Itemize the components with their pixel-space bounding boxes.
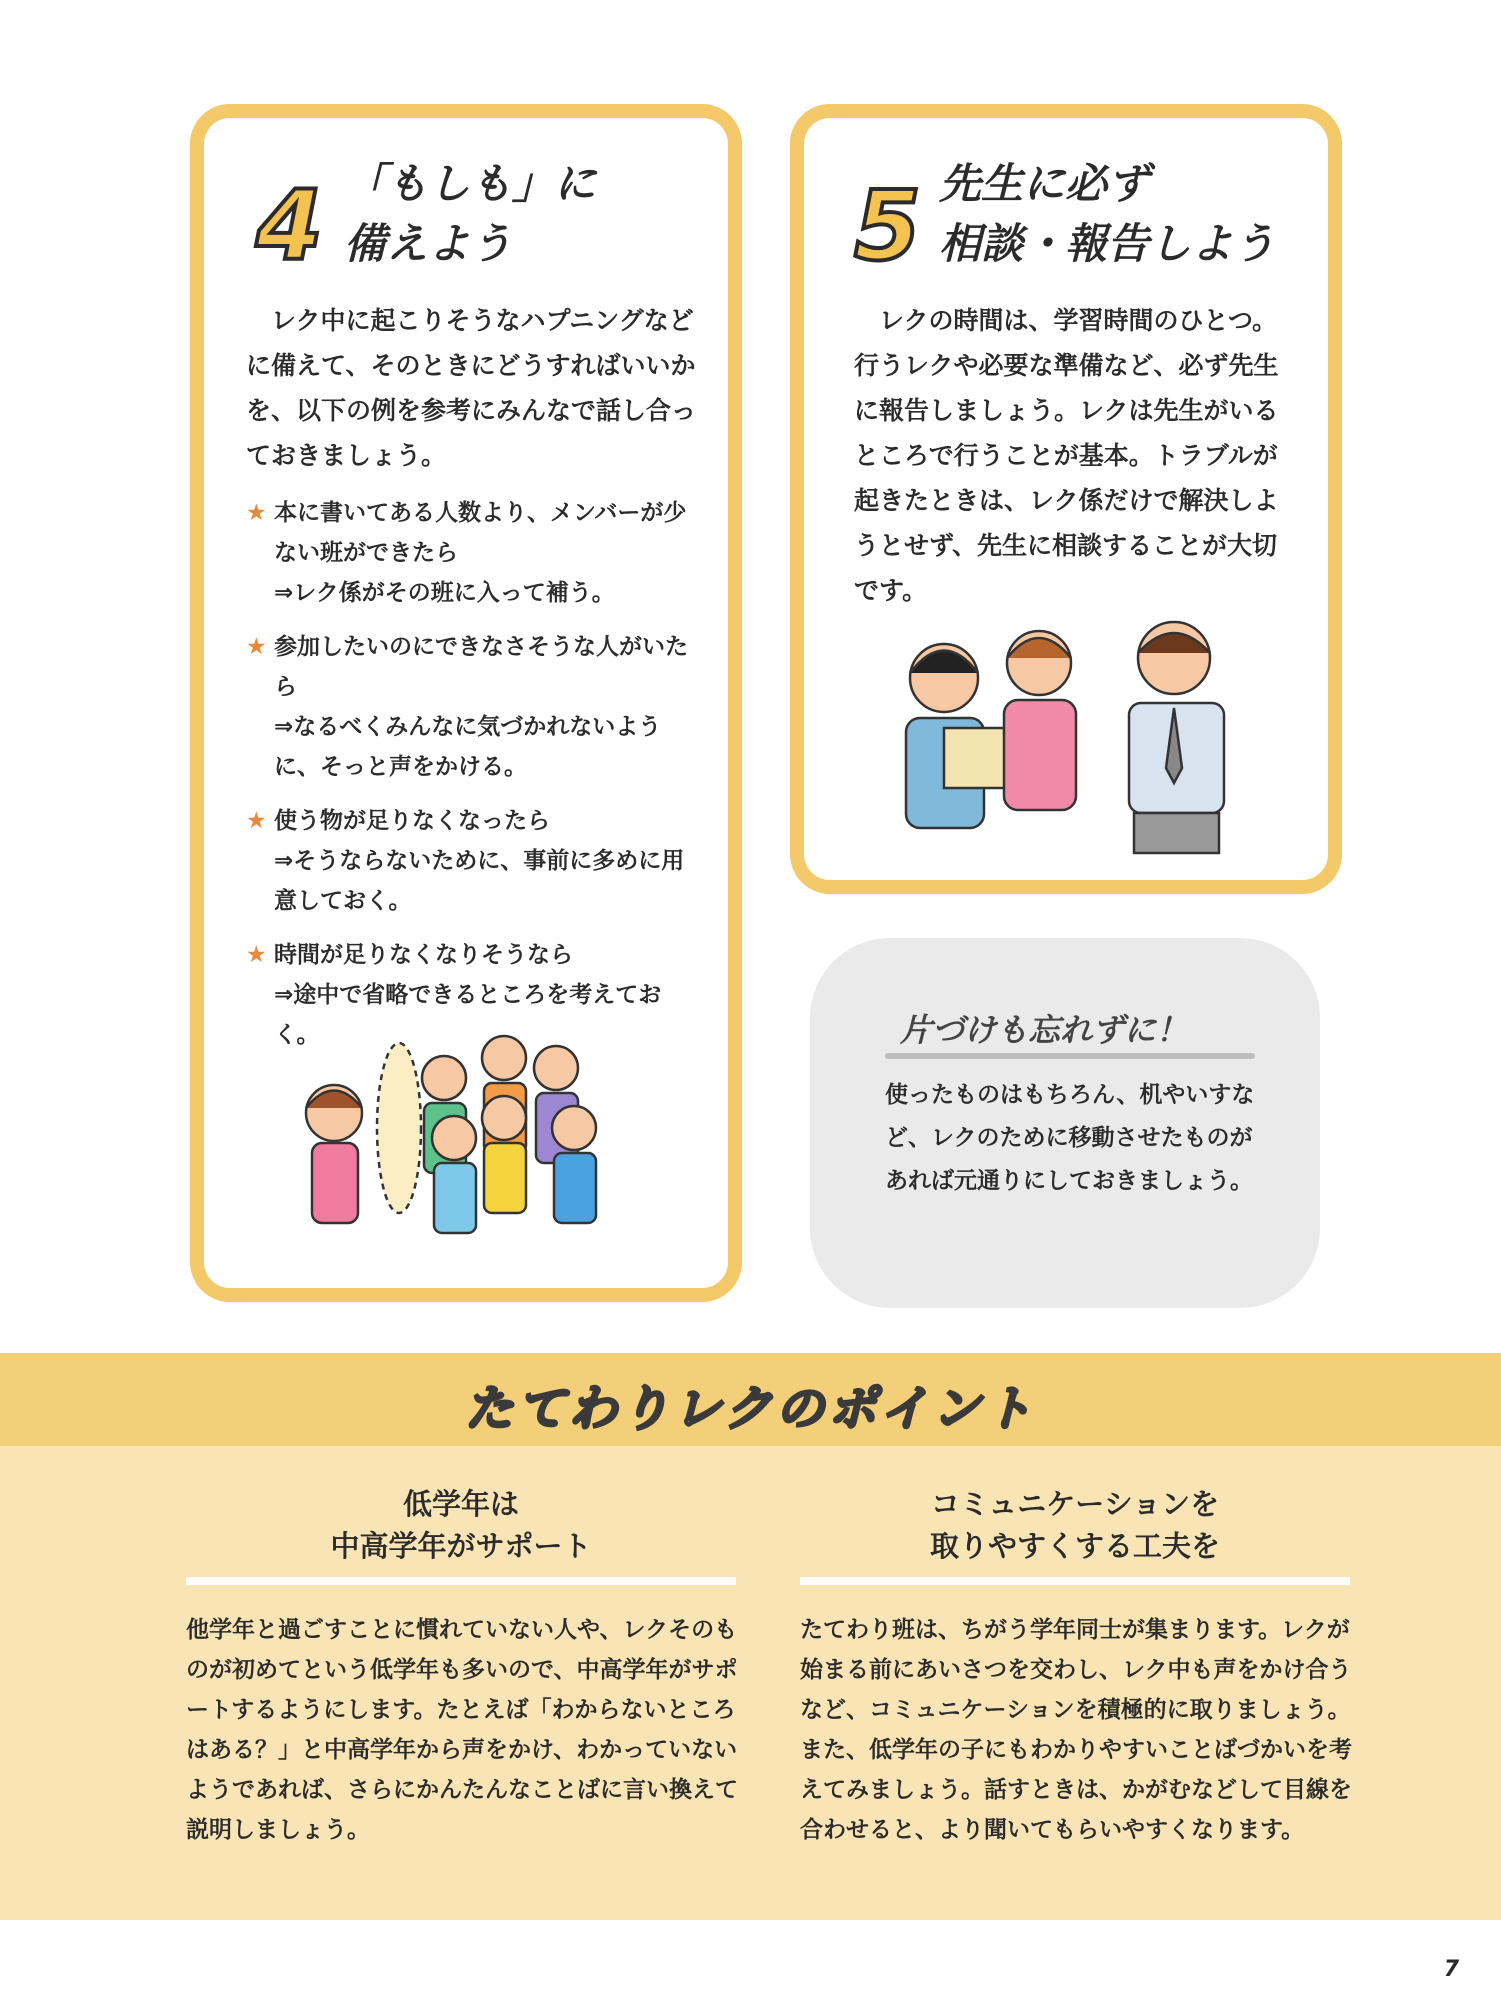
reminder-body: 使ったものはもちろん、机やいすなど、レクのために移動させたものがあれば元通りにしておきましょう。 <box>885 1082 1255 1194</box>
card-4-title <box>344 154 596 274</box>
card-5-number: 5 <box>854 170 921 282</box>
point-right-divider <box>800 1577 1350 1585</box>
star-icon: ★ <box>246 808 267 834</box>
tip-item: ★ 使う物が足りなくなったら ⇒そうならないために、事前に多めに用意しておく。 <box>246 801 696 921</box>
card-4-number: 4 <box>256 170 323 282</box>
star-icon: ★ <box>246 634 267 660</box>
card-4-tips <box>246 493 696 1069</box>
point-right-title <box>800 1483 1350 1567</box>
point-right-title-line2: 取りやすくする工夫を <box>929 1529 1220 1563</box>
star-icon: ★ <box>246 942 267 968</box>
point-left-title-line1: 低学年は <box>402 1487 519 1521</box>
card-5-title-line1: 先生に必ず <box>939 159 1150 208</box>
card-4-title-line2: 備えよう <box>344 219 513 268</box>
point-left-divider <box>186 1577 736 1585</box>
point-left-body: 他学年と過ごすことに慣れていない人や、レクそのものが初めてという低学年も多いので、中高学年がサポートするようにします。たとえば「わからないところはある？」と中高学年から声をかけ、わかっていないようであれば、さらにかんたんなことばに言い換えて説明しましょう。 <box>186 1617 738 1843</box>
tip-item: ★ 時間が足りなくなりそうなら ⇒途中で省略できるところを考えておく。 <box>246 935 696 1055</box>
reminder-title: 片づけも忘れずに！ <box>900 1011 1189 1049</box>
tip-item: ★ 参加したいのにできなさそうな人がいたら ⇒なるべくみんなに気づかれないように、そっと声をかける。 <box>246 627 696 787</box>
children-illustration <box>294 1018 654 1268</box>
card-4 <box>190 104 742 1302</box>
reminder-divider <box>885 1053 1255 1059</box>
tip-item: ★ 本に書いてある人数より、メンバーが少ない班ができたら ⇒レク係がその班に入って補う。 <box>246 493 696 613</box>
point-left-title <box>186 1483 736 1567</box>
point-right-title-line1: コミュニケーションを <box>930 1487 1220 1521</box>
card-4-intro: レク中に起こりそうなハプニングなどに備えて、そのときにどうすればいいかを、以下の例を参考にみんなで話し合っておきましょう。 <box>246 306 697 470</box>
card-5-body: レクの時間は、学習時間のひとつ。行うレクや必要な準備など、必ず先生に報告しましょう。レクは先生がいるところで行うことが基本。トラブルが起きたときは、レク係だけで解決しようとせず、先生に相談することが大切です。 <box>854 306 1279 605</box>
point-left-title-line2: 中高学年がサポート <box>330 1529 592 1563</box>
point-right-body: たてわり班は、ちがう学年同士が集まります。レクが始まる前にあいさつを交わし、レク中も声をかけ合うなど、コミュニケーションを積極的に取りましょう。また、低学年の子にもわかりやすいことばづかいを考えてみましょう。話すときは、かがむなどして目線を合わせると、より聞いてもらいやすくなります。 <box>800 1617 1352 1843</box>
card-5 <box>790 104 1342 894</box>
card-5-title-line2: 相談・報告しよう <box>939 219 1276 268</box>
card-5-title <box>939 154 1275 274</box>
points-heading: たてわりレクのポイント <box>464 1381 1037 1437</box>
teacher-illustration <box>884 618 1274 858</box>
page-number: 7 <box>1443 1957 1459 1982</box>
star-icon: ★ <box>246 500 267 526</box>
card-4-title-line1: 「もしも」に <box>344 159 597 208</box>
